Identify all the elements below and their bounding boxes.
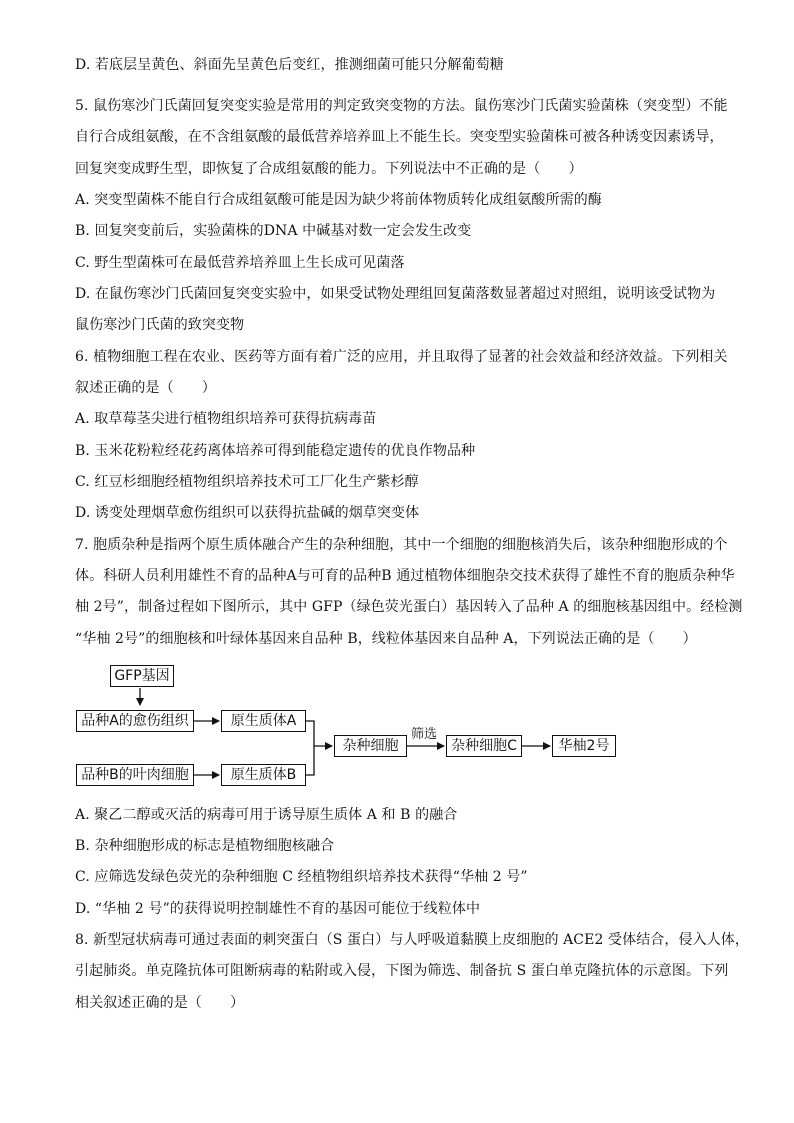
q6-option-d: D. 诱变处理烟草愈伤组织可以获得抗盐碱的烟草突变体 — [75, 505, 420, 521]
q8-stem-line-1: 8. 新型冠状病毒可通过表面的刺突蛋白（S 蛋白）与人呼吸道黏膜上皮细胞的 ACE2 受体结合，侵入人体， — [75, 932, 749, 948]
q7-stem-line-4: “华柚 2号”的细胞核和叶绿体基因来自品种 B，线粒体基因来自品种 A，下列说法正确的是（ ） — [75, 631, 697, 647]
q7-option-a: A. 聚乙二醇或灭活的病毒可用于诱导原生质体 A 和 B 的融合 — [75, 807, 458, 823]
q6-stem-line-2: 叙述正确的是（ ） — [75, 380, 216, 396]
protoplast-a-box: 原生质体A — [221, 710, 306, 732]
q5-stem-line-2: 自行合成组氨酸，在不含组氨酸的最低营养培养皿上不能生长。突变型实验菌株可被各种诱变因素诱导， — [75, 129, 724, 145]
merge-bracket — [306, 721, 314, 775]
q5-stem-line-1: 5. 鼠伤寒沙门氏菌回复突变实验是常用的判定致突变物的方法。鼠伤寒沙门氏菌实验菌株（突变型）不能 — [75, 98, 728, 114]
q5-option-d-line-2: 鼠伤寒沙门氏菌的致突变物 — [75, 317, 245, 333]
gfp-gene-box: GFP基因 — [110, 665, 174, 687]
fusion-flow-diagram — [70, 660, 630, 790]
mesophyll-b-box: 品种B的叶肉细胞 — [76, 764, 194, 786]
q7-stem-line-2: 体。科研人员利用雄性不育的品种A与可育的品种B 通过植物体细胞杂交技术获得了雄性不育的胞质杂种华 — [75, 568, 735, 584]
q5-option-c: C. 野生型菌株可在最低营养培养皿上生长成可见菌落 — [75, 255, 405, 271]
q7-stem-line-3: 柚 2号”，制备过程如下图所示，其中 GFP（绿色荧光蛋白）基因转入了品种 A 的细胞核基因组中。经检测 — [75, 599, 743, 615]
hybrid-cell-c-box: 杂种细胞C — [446, 735, 522, 757]
screening-label: 筛选 — [411, 727, 438, 742]
callus-a-box: 品种A的愈伤组织 — [76, 710, 194, 732]
q7-option-d: D. “华柚 2 号”的获得说明控制雄性不育的基因可能位于线粒体中 — [75, 901, 481, 917]
q4-option-d: D. 若底层呈黄色、斜面先呈黄色后变红，推测细菌可能只分解葡萄糖 — [75, 57, 504, 73]
q5-option-d-line-1: D. 在鼠伤寒沙门氏菌回复突变实验中，如果受试物处理组回复菌落数显著超过对照组，说明该受试物为 — [75, 286, 716, 302]
protoplast-b-box: 原生质体B — [221, 764, 306, 786]
hybrid-cell-box: 杂种细胞 — [334, 735, 407, 757]
q5-option-a: A. 突变型菌株不能自行合成组氨酸可能是因为缺少将前体物质转化成组氨酸所需的酶 — [75, 192, 602, 208]
q6-option-a: A. 取草莓茎尖进行植物组织培养可获得抗病毒苗 — [75, 411, 377, 427]
q7-stem-line-1: 7. 胞质杂种是指两个原生质体融合产生的杂种细胞，其中一个细胞的细胞核消失后，该杂种细胞形成的个 — [75, 537, 728, 553]
huayou-2-box: 华柚2号 — [552, 735, 616, 757]
q7-option-c: C. 应筛选发绿色荧光的杂种细胞 C 经植物组织培养技术获得“华柚 2 号” — [75, 869, 528, 885]
q6-option-c: C. 红豆杉细胞经植物组织培养技术可工厂化生产紫杉醇 — [75, 474, 419, 490]
q5-option-b: B. 回复突变前后，实验菌株的DNA 中碱基对数一定会发生改变 — [75, 223, 472, 239]
q6-stem-line-1: 6. 植物细胞工程在农业、医药等方面有着广泛的应用，并且取得了显著的社会效益和经济效益。下列相关 — [75, 349, 728, 365]
q7-option-b: B. 杂种细胞形成的标志是植物细胞核融合 — [75, 838, 335, 854]
q8-stem-line-3: 相关叙述正确的是（ ） — [75, 995, 245, 1011]
q8-stem-line-2: 引起肺炎。单克隆抗体可阻断病毒的粘附或入侵，下图为筛选、制备抗 S 蛋白单克隆抗体的示意图。下列 — [75, 963, 729, 979]
q6-option-b: B. 玉米花粉粒经花药离体培养可得到能稳定遗传的优良作物品种 — [75, 443, 476, 459]
q5-stem-line-3: 回复突变成野生型，即恢复了合成组氨酸的能力。下列说法中不正确的是（ ） — [75, 161, 583, 177]
